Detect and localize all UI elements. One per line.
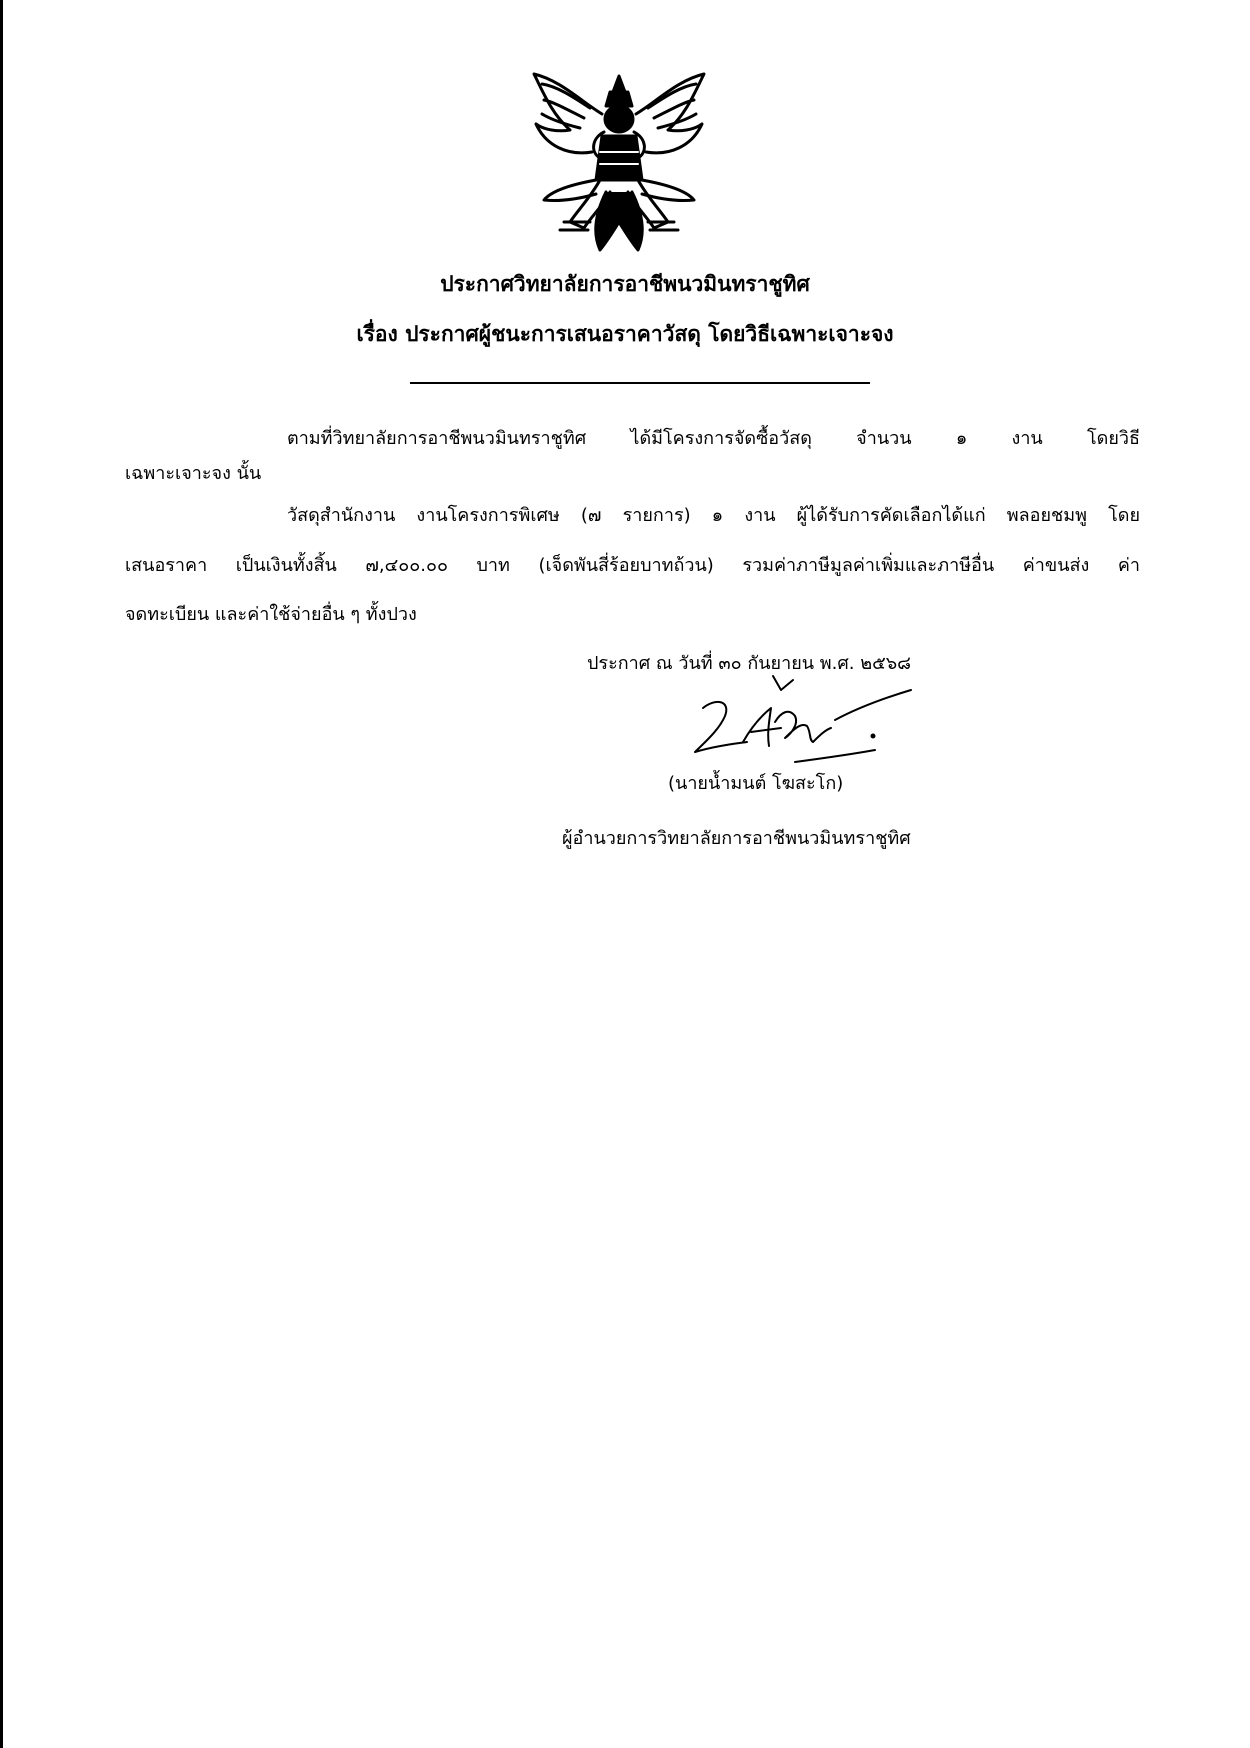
title-divider — [410, 382, 870, 384]
garuda-emblem-icon — [530, 72, 708, 254]
announcement-subject: เรื่อง ประกาศผู้ชนะการเสนอราคาวัสดุ โดยวิธีเฉพาะเจาะจง — [356, 322, 894, 346]
signatory-name: (นายน้ำมนต์ โฆสะโก) — [668, 773, 844, 794]
handwritten-signature-icon — [685, 672, 915, 764]
paragraph-2-line-2: เสนอราคา เป็นเงินทั้งสิ้น ๗,๔๐๐.๐๐ บาท (เจ็ดพันสี่ร้อยบาทถ้วน) รวมค่าภาษีมูลค่าเพิ่มและภาษีอื่น ค่าขนส่ง ค่า — [125, 555, 1140, 576]
paragraph-1-line-2: เฉพาะเจาะจง นั้น — [125, 463, 262, 484]
announcement-title: ประกาศวิทยาลัยการอาชีพนวมินทราชูทิศ — [440, 272, 810, 296]
paragraph-2-line-1: วัสดุสำนักงาน งานโครงการพิเศษ (๗ รายการ) ๑ งาน ผู้ได้รับการคัดเลือกได้แก่ พลอยชมพู โดย — [287, 505, 1140, 526]
paragraph-2-line-3: จดทะเบียน และค่าใช้จ่ายอื่น ๆ ทั้งปวง — [125, 604, 417, 625]
signatory-position: ผู้อำนวยการวิทยาลัยการอาชีพนวมินทราชูทิศ — [562, 828, 911, 849]
paragraph-1-line-1: ตามที่วิทยาลัยการอาชีพนวมินทราชูทิศ ได้มีโครงการจัดซื้อวัสดุ จำนวน ๑ งาน โดยวิธี — [287, 428, 1140, 449]
page-left-border — [0, 0, 3, 1748]
announcement-date: ประกาศ ณ วันที่ ๓๐ กันยายน พ.ศ. ๒๕๖๘ — [587, 653, 912, 674]
